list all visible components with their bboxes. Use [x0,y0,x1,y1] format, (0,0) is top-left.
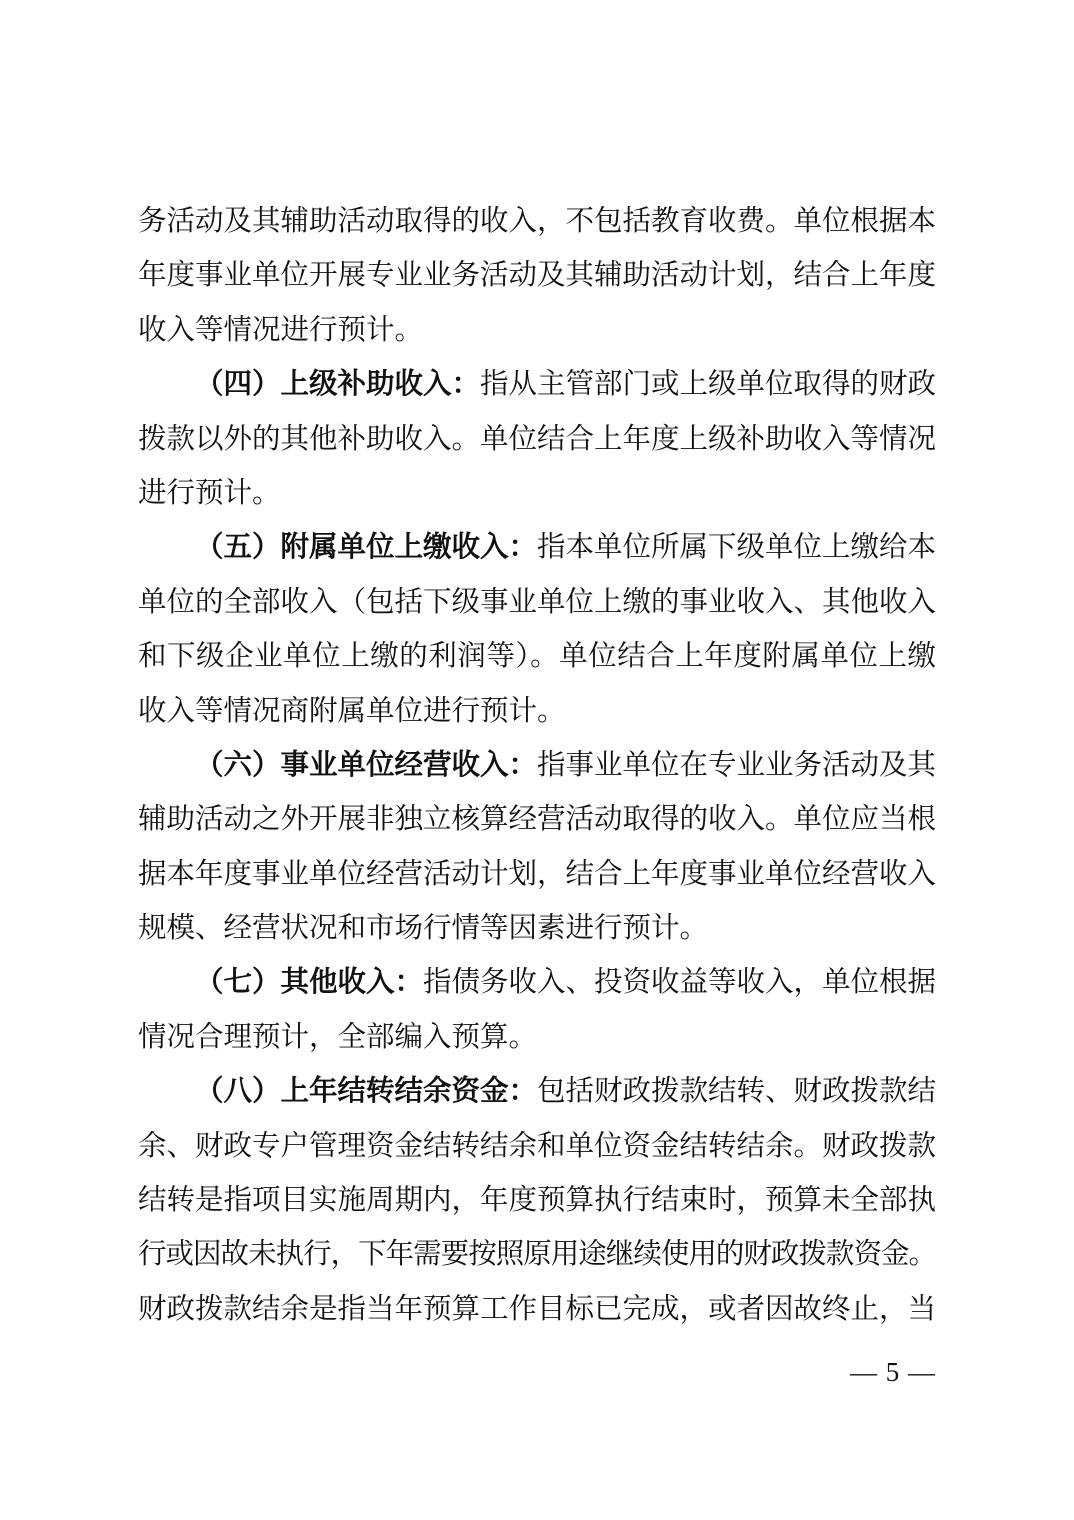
text-line [138,467,936,521]
text-line [138,576,936,630]
text-line [138,195,936,249]
text-line-section-8 [138,1065,936,1119]
text-line [138,304,936,358]
line-text: 余、财政专户管理资金结转结余和单位资金结转结余。财政拨款 [138,1130,937,1162]
line-text: 规模、经营状况和市场行情等因素进行预计。 [138,913,709,945]
section-heading: （四）上级补助收入： [195,369,481,401]
body-text [138,195,936,1337]
text-line [138,793,936,847]
text-line [138,902,936,956]
line-text: 务活动及其辅助活动取得的收入，不包括教育收费。单位根据本 [138,206,937,237]
line-text: 收入等情况商附属单位进行预计。 [138,695,566,727]
line-text: 据本年度事业单位经营活动计划，结合上年度事业单位经营收入 [138,858,937,890]
line-text: 财政拨款结余是指当年预算工作目标已完成，或者因故终止，当 [138,1293,937,1325]
text-line [138,1120,936,1174]
line-text: 单位的全部收入（包括下级事业单位上缴的事业收入、其他收入 [138,586,937,618]
line-text: 行或因故未执行，下年需要按照原用途继续使用的财政拨款资金。 [138,1239,936,1271]
text-line [138,630,936,684]
line-text: 和下级企业单位上缴的利润等）。单位结合上年度附属单位上缴 [138,641,936,673]
text-line [138,685,936,739]
text-line [138,1011,936,1065]
line-text: 包括财政拨款结转、财政拨款结 [537,1076,937,1108]
text-line [138,249,936,303]
line-text: 年度事业单位开展专业业务活动及其辅助活动计划，结合上年度 [138,260,937,292]
text-line-section-5 [138,521,936,575]
text-line [138,848,936,902]
text-line [138,1228,936,1282]
text-line-section-4 [138,358,936,412]
section-heading: （八）上年结转结余资金： [195,1076,538,1108]
section-heading: （七）其他收入： [195,967,424,999]
line-text: 指事业单位在专业业务活动及其 [537,749,937,781]
line-text: 指本单位所属下级单位上缴给本 [537,532,937,564]
line-text: 拨款以外的其他补助收入。单位结合上年度上级补助收入等情况 [138,423,937,455]
page-number: — 5 — [850,1357,936,1387]
section-heading: （五）附属单位上缴收入： [195,532,538,564]
line-text: 进行预计。 [138,477,281,509]
text-line [138,1174,936,1228]
line-text: 指从主管部门或上级单位取得的财政 [480,369,937,401]
line-text: 结转是指项目实施周期内，年度预算执行结束时，预算未全部执 [138,1185,937,1217]
line-text: 收入等情况进行预计。 [138,314,424,346]
text-line [138,413,936,467]
line-text: 指债务收入、投资收益等收入，单位根据 [423,967,937,999]
text-line [138,1283,936,1337]
text-line-section-7 [138,956,936,1010]
text-line-section-6 [138,739,936,793]
section-heading: （六）事业单位经营收入： [195,749,538,781]
line-text: 辅助活动之外开展非独立核算经营活动取得的收入。单位应当根 [138,804,937,836]
line-text: 情况合理预计，全部编入预算。 [138,1021,538,1053]
